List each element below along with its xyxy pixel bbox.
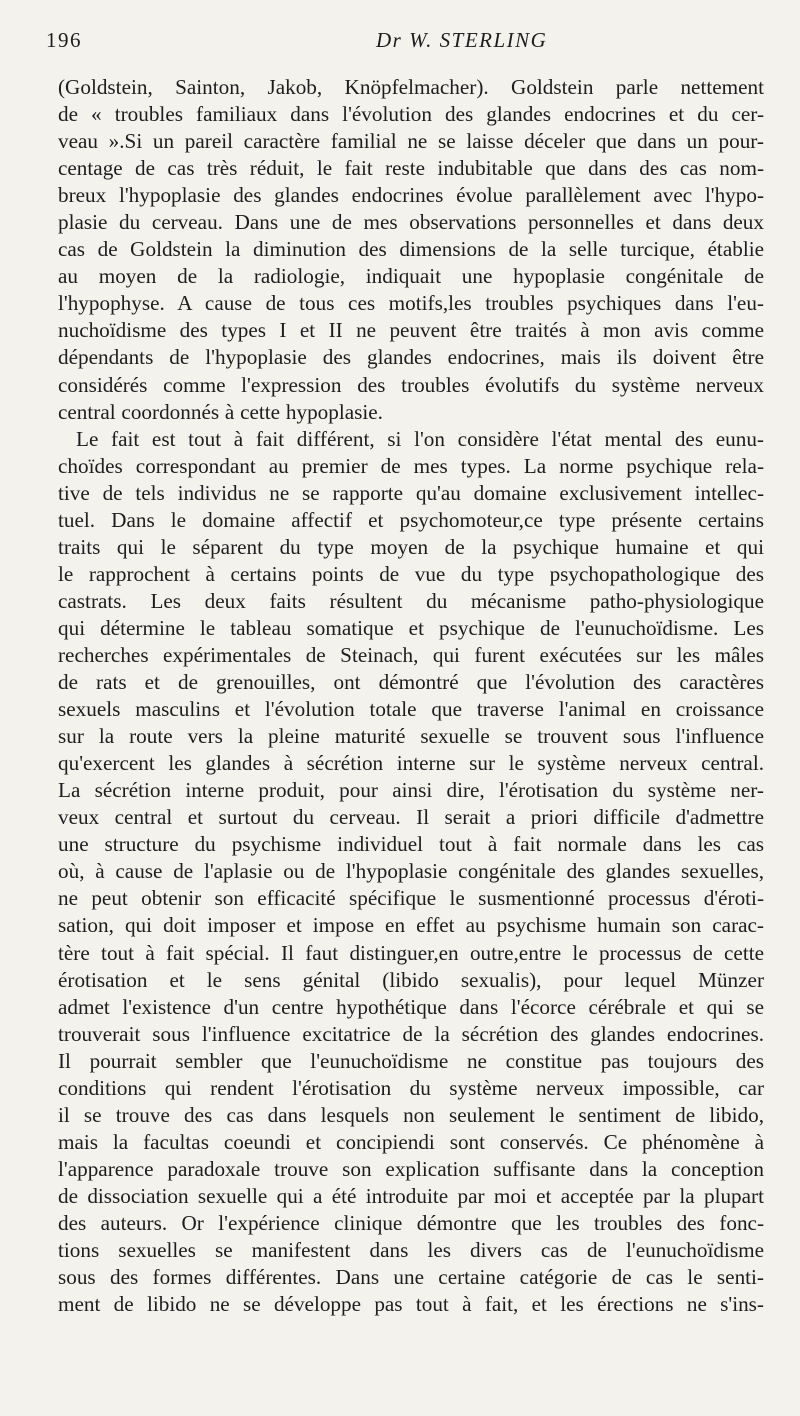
- text-line: au moyen de la radiologie, indiquait une hypoplasie congénitale de: [58, 264, 764, 289]
- text-line: admet l'existence d'un centre hypothétique dans l'écorce cérébrale et qui se: [58, 994, 764, 1019]
- text-line: ne peut obtenir son efficacité spécifique le susmentionné processus d'éroti-: [58, 886, 764, 911]
- text-line: sexuels masculins et l'évolution totale que traverse l'animal en croissance: [58, 697, 764, 722]
- running-head-author: Dr W. STERLING: [376, 28, 548, 52]
- text-line: il se trouve des cas dans lesquels non seulement le sentiment de libido,: [58, 1102, 764, 1127]
- text-line: cas de Goldstein la diminution des dimensions de la selle turcique, établie: [58, 237, 764, 262]
- text-line: sation, qui doit imposer et impose en effet au psychisme humain son carac-: [58, 913, 764, 938]
- text-line: dépendants de l'hypoplasie des glandes endocrines, mais ils doivent être: [58, 345, 764, 370]
- text-line: qui détermine le tableau somatique et psychique de l'eunuchoïdisme. Les: [58, 615, 764, 640]
- text-line: (Goldstein, Sainton, Jakob, Knöpfelmacher). Goldstein parle nettement: [58, 75, 764, 99]
- text-line: Le fait est tout à fait différent, si l'on considère l'état mental des eunu-: [76, 426, 764, 451]
- text-line: traits qui le séparent du type moyen de la psychique humaine et qui: [58, 534, 764, 559]
- text-line: plasie du cerveau. Dans une de mes observations personnelles et dans deux: [58, 210, 764, 235]
- running-head: [46, 28, 760, 68]
- text-line: de « troubles familiaux dans l'évolution des glandes endocrines et du cer-: [58, 102, 764, 127]
- text-line: sur la route vers la pleine maturité sexuelle se trouvent sous l'influence: [58, 724, 764, 749]
- text-line: des auteurs. Or l'expérience clinique démontre que les troubles des fonc-: [58, 1210, 764, 1235]
- text-line: mais la facultas coeundi et concipiendi sont conservés. Ce phénomène à: [58, 1129, 764, 1154]
- text-line: ment de libido ne se développe pas tout à fait, et les érections ne s'ins-: [58, 1292, 764, 1317]
- text-line: recherches expérimentales de Steinach, qui furent exécutées sur les mâles: [58, 642, 764, 667]
- body-text: [58, 74, 764, 1318]
- text-line: de dissociation sexuelle qui a été introduite par moi et acceptée par la plupart: [58, 1183, 764, 1208]
- text-line: le rapprochent à certains points de vue du type psychopathologique des: [58, 561, 764, 586]
- text-line: tive de tels individus ne se rapporte qu'au domaine exclusivement intellec-: [58, 480, 764, 505]
- text-line: tions sexuelles se manifestent dans les divers cas de l'eunuchoïdisme: [58, 1238, 764, 1263]
- text-line: choïdes correspondant au premier de mes types. La norme psychique rela-: [58, 453, 764, 478]
- text-line: l'hypophyse. A cause de tous ces motifs,les troubles psychiques dans l'eu-: [58, 291, 764, 316]
- text-line: breux l'hypoplasie des glandes endocrines évolue parallèlement avec l'hypo-: [58, 183, 764, 208]
- text-line: qu'exercent les glandes à sécrétion interne sur le système nerveux central.: [58, 751, 764, 776]
- text-line: tuel. Dans le domaine affectif et psychomoteur,ce type présente certains: [58, 507, 764, 532]
- text-line: trouverait sous l'influence excitatrice de la sécrétion des glandes endocrines.: [58, 1021, 764, 1046]
- text-line: Il pourrait sembler que l'eunuchoïdisme ne constitue pas toujours des: [58, 1048, 764, 1073]
- text-line: où, à cause de l'aplasie ou de l'hypoplasie congénitale des glandes sexuelles,: [58, 859, 764, 884]
- text-line: sous des formes différentes. Dans une certaine catégorie de cas le senti-: [58, 1265, 764, 1290]
- text-line: central coordonnés à cette hypoplasie.: [58, 399, 383, 424]
- text-line: La sécrétion interne produit, pour ainsi dire, l'érotisation du système ner-: [58, 778, 764, 803]
- text-line: l'apparence paradoxale trouve son explication suffisante dans la conception: [58, 1156, 764, 1181]
- page-number: 196: [46, 28, 82, 52]
- text-line: nuchoïdisme des types I et II ne peuvent être traités à mon avis comme: [58, 318, 764, 343]
- text-line: une structure du psychisme individuel tout à fait normale dans les cas: [58, 832, 764, 857]
- text-line: érotisation et le sens génital (libido sexualis), pour lequel Münzer: [58, 967, 764, 992]
- text-line: considérés comme l'expression des troubles évolutifs du système nerveux: [58, 372, 764, 397]
- text-line: conditions qui rendent l'érotisation du système nerveux impossible, car: [58, 1075, 764, 1100]
- text-line: veau ».Si un pareil caractère familial ne se laisse déceler que dans un pour-: [58, 129, 764, 154]
- text-line: tère tout à fait spécial. Il faut distinguer,en outre,entre le processus de cette: [58, 940, 764, 965]
- text-line: castrats. Les deux faits résultent du mécanisme patho-physiologique: [58, 588, 764, 613]
- text-line: veux central et surtout du cerveau. Il serait a priori difficile d'admettre: [58, 805, 764, 830]
- text-line: de rats et de grenouilles, ont démontré que l'évolution des caractères: [58, 670, 764, 695]
- text-line: centage de cas très réduit, le fait reste indubitable que dans des cas nom-: [58, 156, 764, 181]
